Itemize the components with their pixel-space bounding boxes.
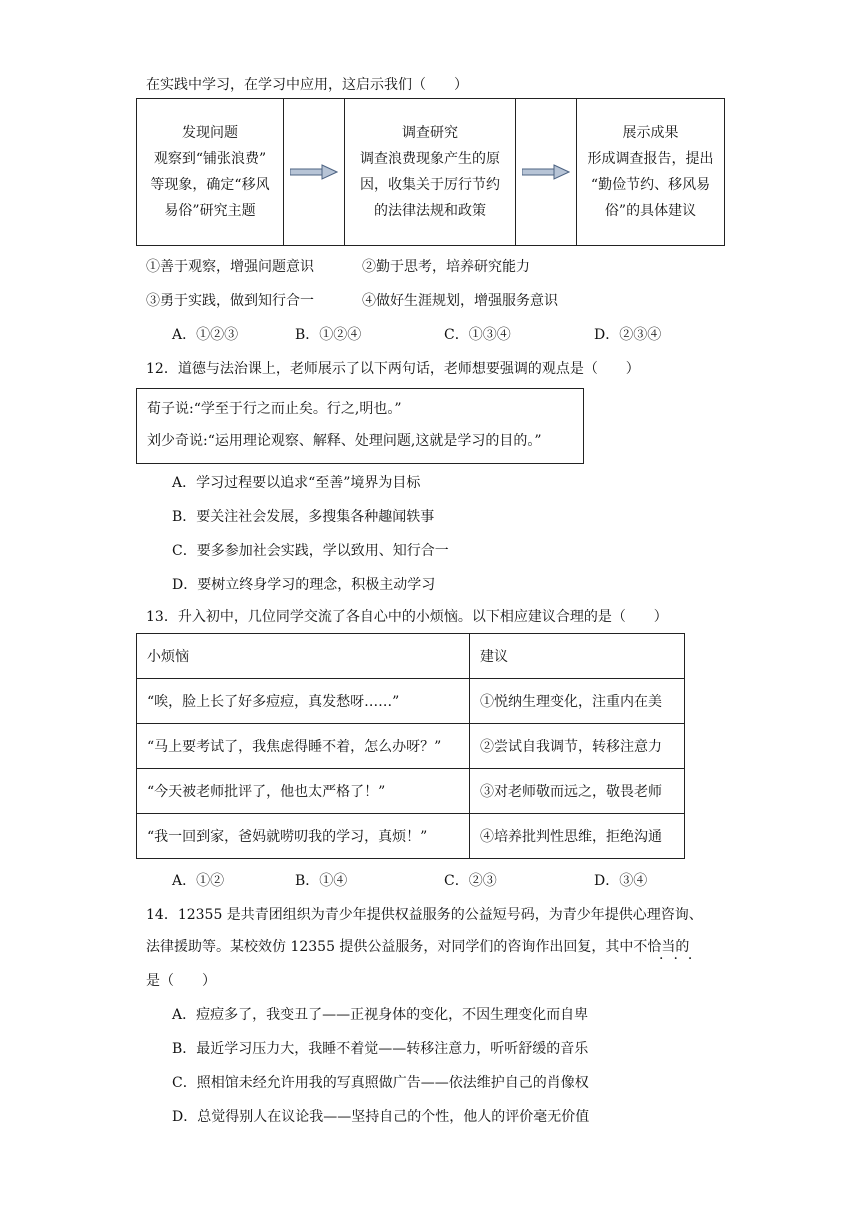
- q11-statement-3: ③勇于实践，做到知行合一: [146, 293, 314, 309]
- q13-option-a[interactable]: A．①②: [172, 873, 225, 889]
- header-advice: 建议: [470, 634, 685, 679]
- emphasis-dots: ···: [659, 951, 703, 967]
- flow-step-discover: [137, 99, 284, 246]
- worry-cell: “马上要考试了，我焦虑得睡不着，怎么办呀？”: [137, 724, 470, 769]
- q13-stem: 13．升入初中，几位同学交流了各自心中的小烦恼。以下相应建议合理的是（ ）: [146, 609, 668, 625]
- step-title: 调查研究: [402, 125, 458, 141]
- step-line: 形成调查报告，提出: [587, 151, 714, 167]
- flow-step-result: [577, 99, 725, 246]
- quote-xunzi: 荀子说:“学至于行之而止矣。行之,明也。”: [147, 401, 402, 417]
- step-line: 俗”的具体建议: [604, 203, 697, 219]
- quote-liushaoqi: 刘少奇说:“运用理论观察、解释、处理问题,这就是学习的目的。”: [147, 433, 542, 449]
- q11-stem: 在实践中学习，在学习中应用，这启示我们（ ）: [146, 77, 468, 93]
- q14-option-b[interactable]: B．最近学习压力大，我睡不着觉——转移注意力，听听舒缓的音乐: [172, 1041, 589, 1057]
- q11-flow-table: [136, 98, 725, 246]
- q11-option-d[interactable]: D．②③④: [594, 327, 662, 343]
- worry-cell: “唉，脸上长了好多痘痘，真发愁呀……”: [137, 679, 470, 724]
- flow-arrow-1: [284, 99, 345, 246]
- q14-stem-line-1: 14．12355 是共青团组织为青少年提供权益服务的公益短号码，为青少年提供心理咨询、: [146, 907, 703, 923]
- q14-stem-line-2: 法律援助等。某校效仿 12355 提供公益服务，对同学们的咨询作出回复，其中不恰当的: [146, 939, 690, 955]
- q12-option-b[interactable]: B．要关注社会发展，多搜集各种趣闻轶事: [172, 509, 435, 525]
- q11-statement-4: ④做好生涯规划，增强服务意识: [362, 293, 558, 309]
- step-line: 因，收集关于厉行节约: [360, 177, 500, 193]
- table-header-row: [137, 634, 685, 679]
- q14-option-d[interactable]: D．总觉得别人在议论我——坚持自己的个性，他人的评价毫无价值: [172, 1109, 590, 1125]
- step-line: 易俗”研究主题: [164, 203, 256, 219]
- q14-option-a[interactable]: A．痘痘多了，我变丑了——正视身体的变化，不因生理变化而自卑: [172, 1007, 589, 1023]
- q11-statement-2: ②勤于思考，培养研究能力: [362, 259, 530, 275]
- q11-statement-1: ①善于观察，增强问题意识: [146, 259, 314, 275]
- worry-cell: “今天被老师批评了，他也太严格了！”: [137, 769, 470, 814]
- flow-arrow-2: [516, 99, 577, 246]
- right-arrow-icon: [290, 164, 338, 180]
- flow-step-research: [345, 99, 516, 246]
- step-title: 发现问题: [182, 125, 238, 141]
- advice-cell: ②尝试自我调节，转移注意力: [470, 724, 685, 769]
- q13-option-c[interactable]: C．②③: [444, 873, 497, 889]
- q11-option-b[interactable]: B．①②④: [295, 327, 362, 343]
- header-worry: 小烦恼: [137, 634, 470, 679]
- q12-option-a[interactable]: A．学习过程要以追求“至善”境界为目标: [172, 475, 421, 491]
- step-title: 展示成果: [622, 125, 679, 141]
- table-row: [137, 724, 685, 769]
- q12-stem: 12．道德与法治课上，老师展示了以下两句话，老师想要强调的观点是（ ）: [146, 361, 640, 377]
- step-line: 观察到“铺张浪费”: [153, 151, 267, 167]
- q13-option-d[interactable]: D．③④: [594, 873, 648, 889]
- q14-stem-line-3: 是（ ）: [146, 973, 216, 989]
- step-line: 调查浪费现象产生的原: [360, 151, 500, 167]
- right-arrow-icon: [522, 164, 570, 180]
- q11-option-a[interactable]: A．①②③: [172, 327, 239, 343]
- table-row: [137, 769, 685, 814]
- table-row: [137, 679, 685, 724]
- advice-cell: ①悦纳生理变化，注重内在美: [470, 679, 685, 724]
- q14-option-c[interactable]: C．照相馆未经允许用我的写真照做广告——依法维护自己的肖像权: [172, 1075, 589, 1091]
- table-row: [137, 814, 685, 859]
- step-line: “勤俭节约、移风易: [590, 177, 711, 193]
- q13-option-b[interactable]: B．①④: [295, 873, 348, 889]
- worry-cell: “我一回到家，爸妈就唠叨我的学习，真烦！”: [137, 814, 470, 859]
- q12-quote-box: [136, 388, 584, 464]
- advice-cell: ③对老师敬而远之，敬畏老师: [470, 769, 685, 814]
- advice-cell: ④培养批判性思维，拒绝沟通: [470, 814, 685, 859]
- step-line: 的法律法规和政策: [374, 203, 486, 219]
- q12-option-c[interactable]: C．要多参加社会实践，学以致用、知行合一: [172, 543, 449, 559]
- q13-table: [136, 633, 685, 859]
- q12-option-d[interactable]: D．要树立终身学习的理念，积极主动学习: [172, 577, 436, 593]
- step-line: 等现象，确定“移风: [150, 177, 270, 193]
- q11-option-c[interactable]: C．①③④: [444, 327, 511, 343]
